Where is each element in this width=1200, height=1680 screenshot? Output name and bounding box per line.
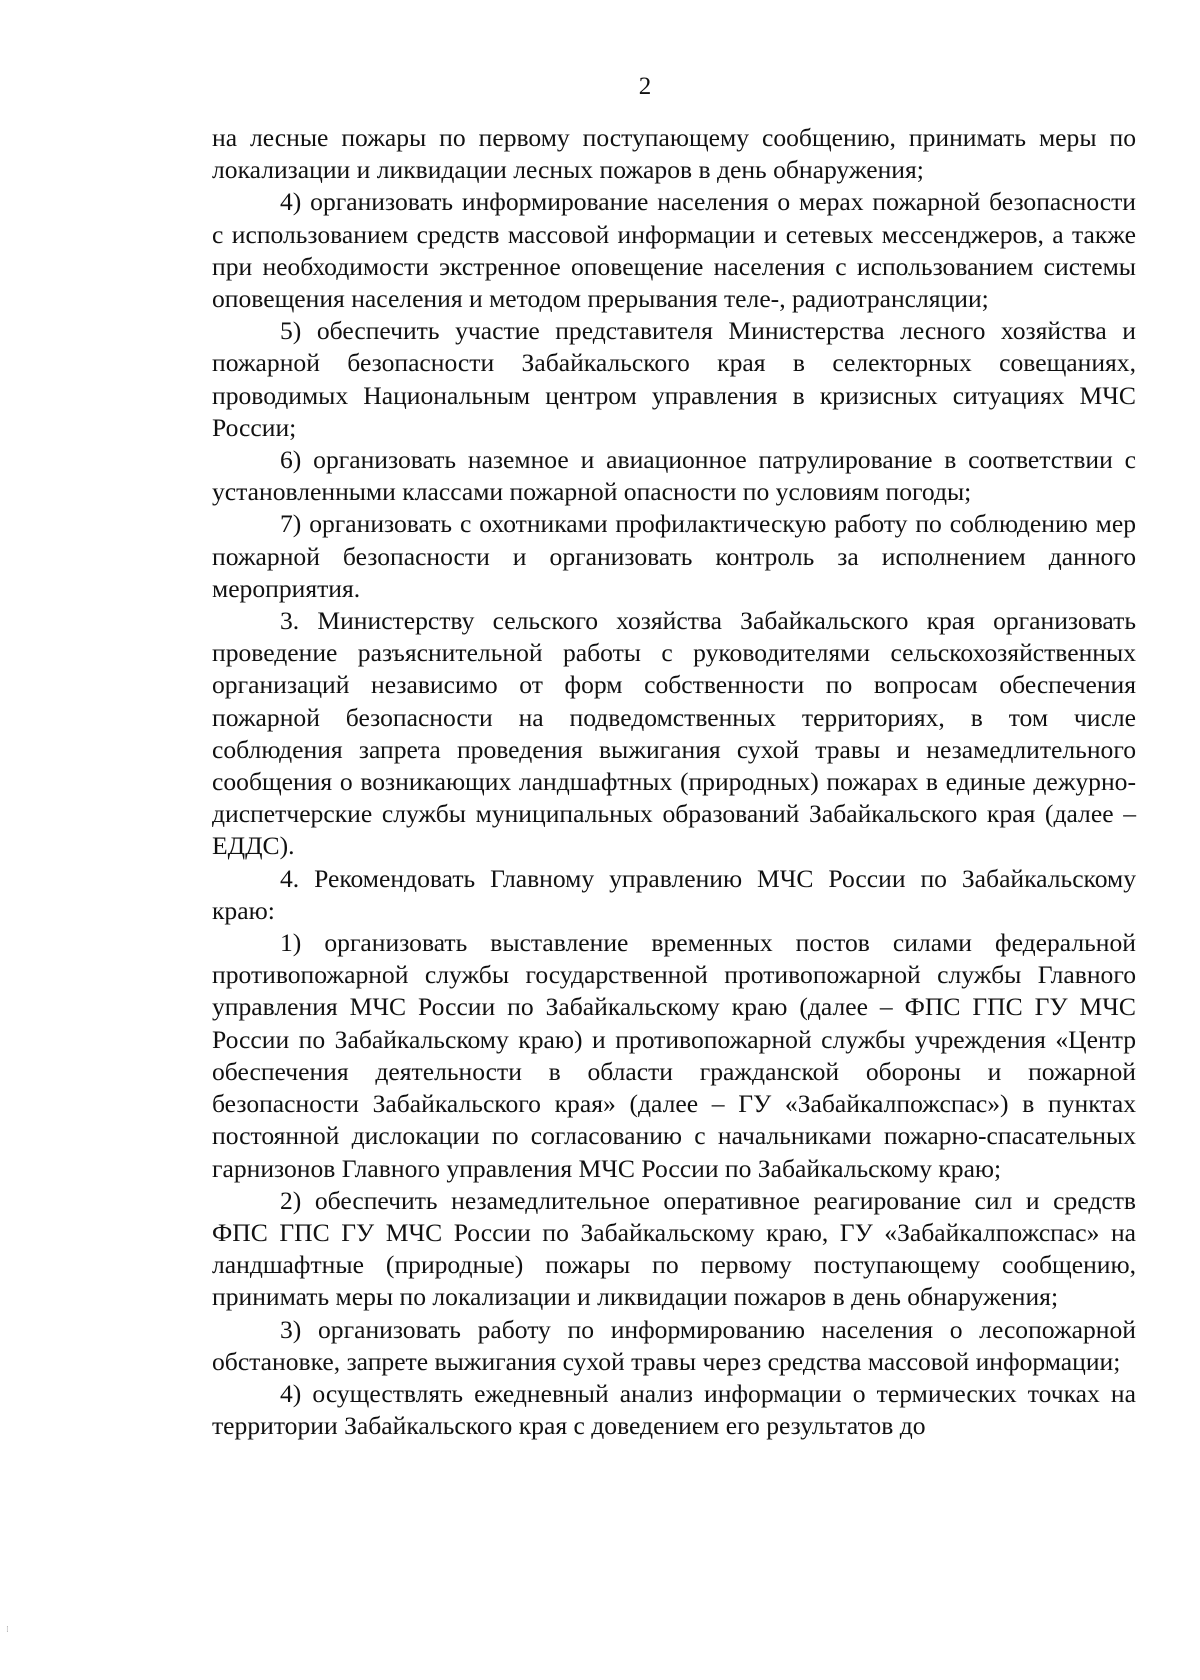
paragraph-item-7-hunters: 7) организовать с охотниками профилактическую работу по соблюдению мер пожарной безопасности и организовать контроль за исполнением данного мероприятия. <box>212 509 1136 603</box>
document-body <box>212 122 1136 1442</box>
paragraph-item-5-selector-meetings: 5) обеспечить участие представителя Министерства лесного хозяйства и пожарной безопасности Забайкальского края в селекторных совещаниях, проводимых Национальным центром управления в кризисных ситуациях МЧС России; <box>212 316 1136 442</box>
paragraph-item-4-thermal-points: 4) осуществлять ежедневный анализ информации о термических точках на территории Забайкальского края с доведением его результатов до <box>212 1378 1136 1441</box>
paragraph-continuation: на лесные пожары по первому поступающему сообщению, принимать меры по локализации и ликвидации лесных пожаров в день обнаружения; <box>212 123 1136 185</box>
paragraph-item-6-patrolling: 6) организовать наземное и авиационное патрулирование в соответствии с установленными классами пожарной опасности по условиям погоды; <box>212 445 1136 507</box>
paragraph-section-3-agriculture: 3. Министерству сельского хозяйства Забайкальского края организовать проведение разъяснительной работы с руководителями сельскохозяйственных организаций независимо от форм собственности по вопросам обеспечения пожарной безопасности на подведомственных территориях, в том числе соблюдения запрета проведения выжигания сухой травы и незамедлительного сообщения о возникающих ландшафтных (природных) пожарах в единые дежурно-диспетчерские службы муниципальных образований Забайкальского края (далее – ЕДДС). <box>212 606 1136 861</box>
paragraph-item-3-information-work: 3) организовать работу по информированию населения о лесопожарной обстановке, запрете выжигания сухой травы через средства массовой информации; <box>212 1314 1136 1376</box>
paragraph-item-1-posts: 1) организовать выставление временных постов силами федеральной противопожарной службы государственной противопожарной службы Главного управления МЧС России по Забайкальскому краю (далее – ФПС ГПС ГУ МЧС России по Забайкальскому краю) и противопожарной службы учреждения «Центр обеспечения деятельности в области гражданской обороны и пожарной безопасности Забайкальского края» (далее – ГУ «Забайкалпожспас») в пунктах постоянной дислокации по согласованию с начальниками пожарно-спасательных гарнизонов Главного управления МЧС России по Забайкальскому краю; <box>212 928 1136 1183</box>
scan-edge-mark: ⁞ <box>6 1625 9 1635</box>
paragraph-item-2-response: 2) обеспечить незамедлительное оперативное реагирование сил и средств ФПС ГПС ГУ МЧС России по Забайкальскому краю, ГУ «Забайкалпожспас» на ландшафтные (природные) пожары по первому поступающему сообщению, принимать меры по локализации и ликвидации пожаров в день обнаружения; <box>212 1185 1136 1312</box>
page-number: 2 <box>638 73 652 100</box>
paragraph-section-4-emercom: 4. Рекомендовать Главному управлению МЧС России по Забайкальскому краю: <box>212 863 1136 925</box>
paragraph-item-4-informing: 4) организовать информирование населения о мерах пожарной безопасности с использованием средств массовой информации и сетевых мессенджеров, а также при необходимости экстренное оповещение населения с использованием системы оповещения населения и методом прерывания теле-, радиотрансляции; <box>212 187 1136 314</box>
